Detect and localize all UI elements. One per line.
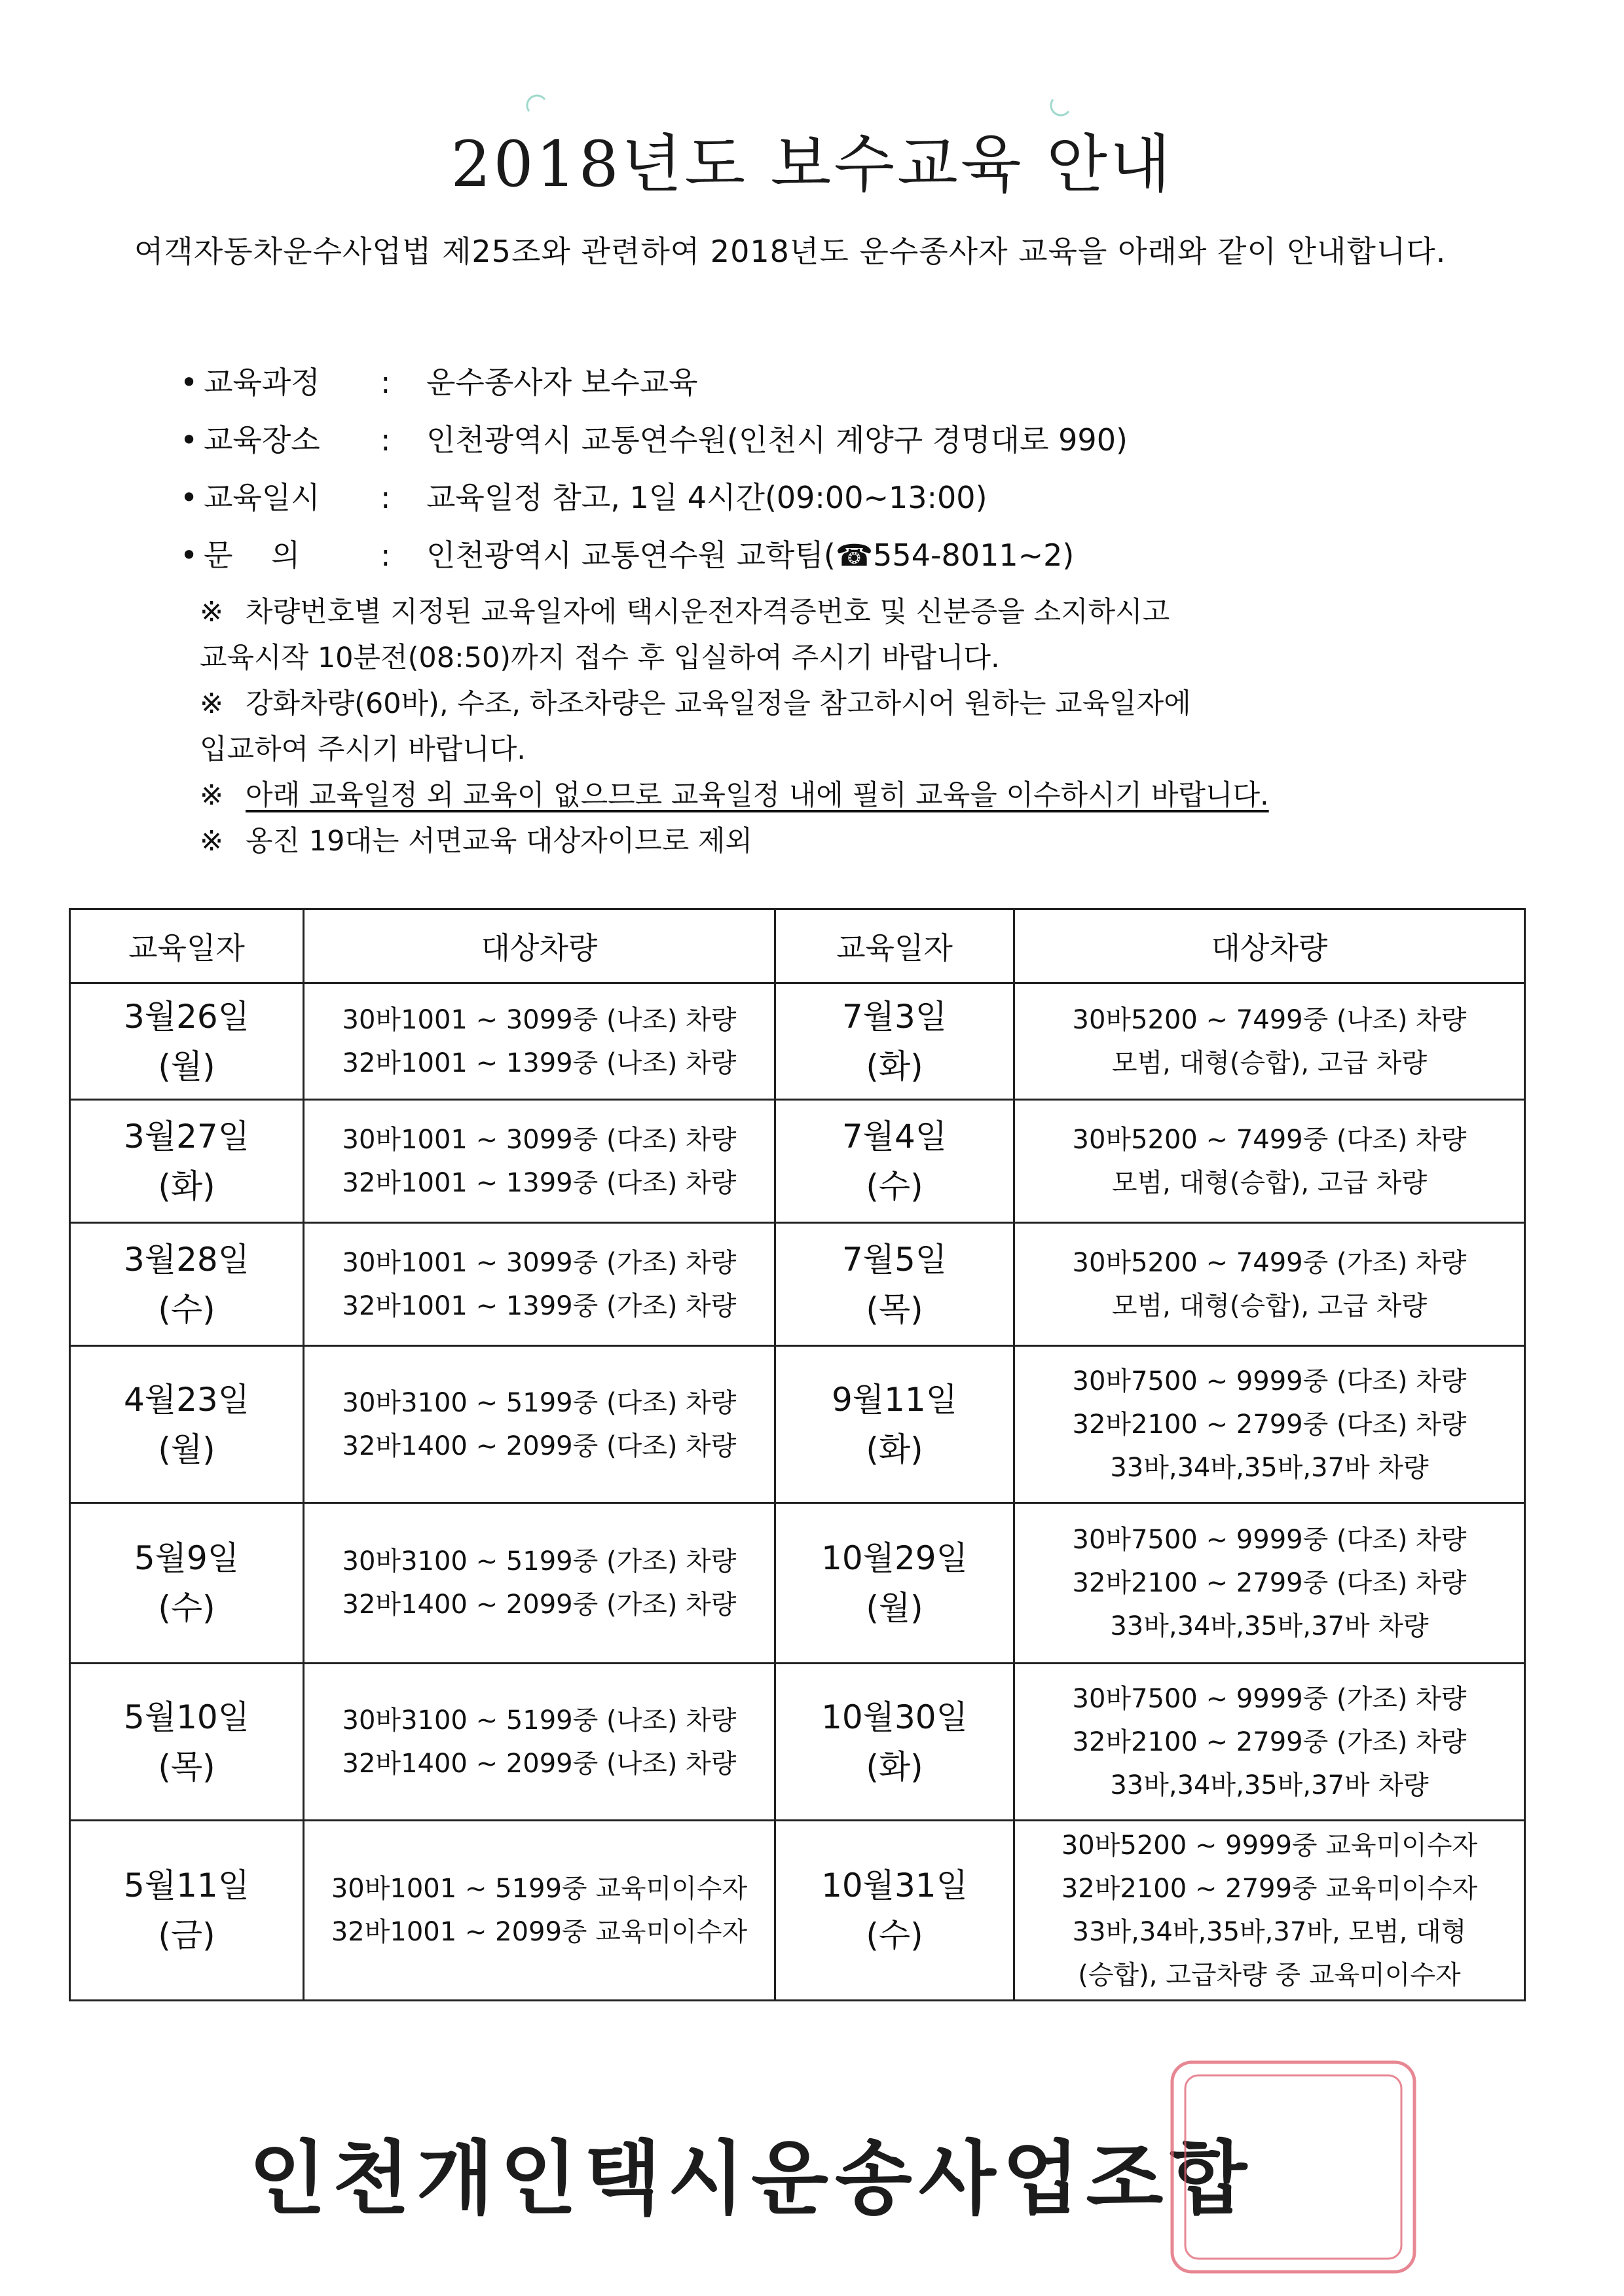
note-line: 차량번호별 지정된 교육일자에 택시운전자격증번호 및 신분증을 소지하시고 bbox=[246, 596, 1170, 629]
table-row bbox=[70, 1503, 1525, 1664]
date-text: 7월5일 bbox=[841, 1240, 948, 1279]
date-cell bbox=[70, 1100, 304, 1223]
info-list bbox=[180, 354, 1490, 584]
vehicle-line: 32바2100 ~ 2799중 (가조) 차량 bbox=[1072, 1726, 1467, 1757]
vehicle-line: 32바1001 ~ 1399중 (가조) 차량 bbox=[342, 1290, 737, 1321]
weekday-text: (화) bbox=[866, 1047, 923, 1085]
date-text: 5월9일 bbox=[134, 1539, 240, 1577]
vehicle-line: 32바2100 ~ 2799중 (다조) 차량 bbox=[1072, 1568, 1467, 1598]
vehicle-line: 32바2100 ~ 2799중 (다조) 차량 bbox=[1072, 1409, 1467, 1440]
date-cell bbox=[775, 983, 1014, 1100]
weekday-text: (수) bbox=[866, 1167, 923, 1205]
date-cell bbox=[775, 1346, 1014, 1503]
vehicle-line: 32바1400 ~ 2099중 (다조) 차량 bbox=[342, 1430, 737, 1461]
date-text: 10월30일 bbox=[821, 1698, 968, 1736]
vehicle-line: 32바1001 ~ 1399중 (다조) 차량 bbox=[342, 1167, 737, 1198]
date-text: 5월11일 bbox=[123, 1867, 250, 1904]
date-cell bbox=[775, 1223, 1014, 1346]
vehicle-line: (승합), 고급차량 중 교육미이수자 bbox=[1078, 1960, 1461, 1990]
date-cell bbox=[775, 1503, 1014, 1664]
vehicle-line: 30바5200 ~ 9999중 교육미이수자 bbox=[1061, 1831, 1478, 1861]
vehicle-line: 32바2100 ~ 2799중 교육미이수자 bbox=[1061, 1874, 1478, 1904]
date-text: 7월3일 bbox=[841, 997, 948, 1036]
weekday-text: (월) bbox=[158, 1430, 215, 1468]
header-vehicles: 대상차량 bbox=[1014, 909, 1525, 983]
date-text: 3월26일 bbox=[123, 997, 250, 1036]
info-item-datetime: • 교육일시 : 교육일정 참고, 1일 4시간(09:00~13:00) bbox=[180, 469, 1490, 526]
schedule-table bbox=[69, 908, 1526, 2001]
weekday-text: (수) bbox=[158, 1290, 215, 1328]
date-text: 4월23일 bbox=[123, 1380, 250, 1419]
vehicles-cell bbox=[304, 983, 775, 1100]
weekday-text: (목) bbox=[158, 1747, 215, 1786]
date-text: 7월4일 bbox=[841, 1117, 948, 1156]
vehicle-line: 33바,34바,35바,37바 차량 bbox=[1110, 1452, 1429, 1483]
table-row bbox=[70, 1821, 1525, 2001]
date-text: 5월10일 bbox=[123, 1698, 250, 1736]
date-cell bbox=[775, 1100, 1014, 1223]
vehicle-line: 모범, 대형(승합), 고급 차량 bbox=[1111, 1167, 1428, 1198]
vehicle-line: 30바1001 ~ 3099중 (다조) 차량 bbox=[342, 1124, 737, 1155]
note-item bbox=[200, 589, 1477, 635]
weekday-text: (수) bbox=[866, 1916, 923, 1954]
note-mark: ※ bbox=[200, 779, 224, 812]
vehicle-line: 30바3100 ~ 5199중 (나조) 차량 bbox=[342, 1705, 737, 1736]
vehicles-cell bbox=[304, 1664, 775, 1821]
info-value: 교육일정 참고, 1일 4시간(09:00~13:00) bbox=[426, 480, 987, 515]
vehicle-line: 33바,34바,35바,37바 차량 bbox=[1110, 1611, 1429, 1641]
date-cell bbox=[70, 1503, 304, 1664]
vehicle-line: 30바5200 ~ 7499중 (나조) 차량 bbox=[1072, 1004, 1467, 1035]
note-line-continued: 교육시작 10분전(08:50)까지 접수 후 입실하여 주시기 바랍니다. bbox=[200, 642, 1000, 674]
vehicles-cell bbox=[1014, 1503, 1525, 1664]
info-key: 교육일시 bbox=[204, 480, 320, 515]
info-item-course: • 교육과정 : 운수종사자 보수교육 bbox=[180, 354, 1490, 411]
weekday-text: (화) bbox=[866, 1430, 923, 1468]
weekday-text: (화) bbox=[158, 1167, 215, 1205]
table-row bbox=[70, 1223, 1525, 1346]
vehicles-cell bbox=[304, 1503, 775, 1664]
note-line: 아래 교육일정 외 교육이 없으므로 교육일정 내에 필히 교육을 이수하시기 바랍니다. bbox=[246, 779, 1269, 812]
vehicles-cell bbox=[304, 1223, 775, 1346]
note-mark: ※ bbox=[200, 596, 224, 629]
notes-list bbox=[200, 589, 1477, 864]
vehicle-line: 33바,34바,35바,37바 차량 bbox=[1110, 1770, 1429, 1800]
vehicle-line: 30바7500 ~ 9999중 (다조) 차량 bbox=[1072, 1525, 1467, 1555]
vehicles-cell bbox=[1014, 983, 1525, 1100]
page-title: 2018년도 보수교육 안내 bbox=[451, 128, 1173, 201]
vehicles-cell bbox=[1014, 1821, 1525, 2001]
date-text: 10월29일 bbox=[821, 1539, 968, 1577]
vehicles-cell bbox=[304, 1100, 775, 1223]
intro-text: 여객자동차운수사업법 제25조와 관련하여 2018년도 운수종사자 교육을 아래와 같이 안내합니다. bbox=[134, 234, 1447, 269]
table-row bbox=[70, 983, 1525, 1100]
info-item-location: • 교육장소 : 인천광역시 교통연수원(인천시 계양구 경명대로 990) bbox=[180, 411, 1490, 469]
date-cell bbox=[70, 1664, 304, 1821]
vehicle-line: 30바1001 ~ 5199중 교육미이수자 bbox=[331, 1874, 748, 1904]
organization-seal bbox=[1166, 2056, 1421, 2278]
vehicles-cell bbox=[304, 1821, 775, 2001]
date-cell bbox=[775, 1821, 1014, 2001]
vehicle-line: 33바,34바,35바,37바, 모범, 대형 bbox=[1072, 1917, 1467, 1947]
vehicle-line: 32바1400 ~ 2099중 (가조) 차량 bbox=[342, 1590, 737, 1620]
info-item-contact: • 문 의 : 인천광역시 교통연수원 교학팀(☎554-8011~2) bbox=[180, 526, 1490, 584]
vehicle-line: 32바1001 ~ 1399중 (나조) 차량 bbox=[342, 1048, 737, 1078]
note-mark: ※ bbox=[200, 687, 224, 720]
vehicle-line: 30바5200 ~ 7499중 (가조) 차량 bbox=[1072, 1247, 1467, 1278]
table-row bbox=[70, 1346, 1525, 1503]
note-line: 옹진 19대는 서면교육 대상자이므로 제외 bbox=[246, 825, 752, 858]
vehicle-line: 모범, 대형(승합), 고급 차량 bbox=[1111, 1048, 1428, 1078]
vehicle-line: 30바3100 ~ 5199중 (다조) 차량 bbox=[342, 1387, 737, 1418]
header-date: 교육일자 bbox=[70, 909, 304, 983]
vehicles-cell bbox=[1014, 1346, 1525, 1503]
info-key: 교육장소 bbox=[204, 422, 320, 458]
note-item-underlined bbox=[200, 773, 1477, 818]
vehicles-cell bbox=[1014, 1100, 1525, 1223]
table-row bbox=[70, 1100, 1525, 1223]
weekday-text: (월) bbox=[158, 1047, 215, 1085]
table-row bbox=[70, 1664, 1525, 1821]
note-line: 강화차량(60바), 수조, 하조차량은 교육일정을 참고하시어 원하는 교육일자에 bbox=[246, 687, 1191, 720]
vehicle-line: 32바1400 ~ 2099중 (나조) 차량 bbox=[342, 1748, 737, 1779]
header-vehicles: 대상차량 bbox=[304, 909, 775, 983]
vehicle-line: 30바7500 ~ 9999중 (가조) 차량 bbox=[1072, 1683, 1467, 1714]
vehicles-cell bbox=[1014, 1664, 1525, 1821]
date-text: 3월28일 bbox=[123, 1240, 250, 1279]
vehicle-line: 30바7500 ~ 9999중 (다조) 차량 bbox=[1072, 1366, 1467, 1396]
weekday-text: (금) bbox=[158, 1916, 215, 1954]
info-value: 운수종사자 보수교육 bbox=[426, 365, 698, 400]
date-cell bbox=[70, 1223, 304, 1346]
note-line-continued: 입교하여 주시기 바랍니다. bbox=[200, 733, 526, 766]
weekday-text: (화) bbox=[866, 1747, 923, 1786]
weekday-text: (목) bbox=[866, 1290, 923, 1328]
info-value: 인천광역시 교통연수원 교학팀(☎554-8011~2) bbox=[426, 538, 1075, 573]
info-key: 교육과정 bbox=[204, 365, 320, 400]
header-date: 교육일자 bbox=[775, 909, 1014, 983]
note-mark: ※ bbox=[200, 825, 224, 858]
date-text: 10월31일 bbox=[821, 1867, 968, 1904]
table-header-row bbox=[70, 909, 1525, 983]
vehicle-line: 30바5200 ~ 7499중 (다조) 차량 bbox=[1072, 1124, 1467, 1155]
date-cell bbox=[775, 1664, 1014, 1821]
date-cell bbox=[70, 983, 304, 1100]
note-item bbox=[200, 818, 1477, 864]
weekday-text: (수) bbox=[158, 1589, 215, 1627]
date-text: 3월27일 bbox=[123, 1117, 250, 1156]
info-value: 인천광역시 교통연수원(인천시 계양구 경명대로 990) bbox=[426, 422, 1128, 458]
organization-name: 인천개인택시운송사업조합 bbox=[249, 2132, 1254, 2225]
vehicle-line: 32바1001 ~ 2099중 교육미이수자 bbox=[331, 1917, 748, 1947]
date-cell bbox=[70, 1821, 304, 2001]
registration-mark-left bbox=[524, 92, 550, 118]
vehicles-cell bbox=[1014, 1223, 1525, 1346]
vehicle-line: 모범, 대형(승합), 고급 차량 bbox=[1111, 1290, 1428, 1321]
vehicle-line: 30바3100 ~ 5199중 (가조) 차량 bbox=[342, 1546, 737, 1576]
registration-mark-right bbox=[1048, 92, 1074, 118]
date-text: 9월11일 bbox=[831, 1380, 958, 1419]
vehicle-line: 30바1001 ~ 3099중 (가조) 차량 bbox=[342, 1247, 737, 1278]
weekday-text: (월) bbox=[866, 1589, 923, 1627]
vehicle-line: 30바1001 ~ 3099중 (나조) 차량 bbox=[342, 1004, 737, 1035]
note-item bbox=[200, 681, 1477, 727]
vehicles-cell bbox=[304, 1346, 775, 1503]
info-key: 문 의 bbox=[204, 538, 301, 573]
date-cell bbox=[70, 1346, 304, 1503]
